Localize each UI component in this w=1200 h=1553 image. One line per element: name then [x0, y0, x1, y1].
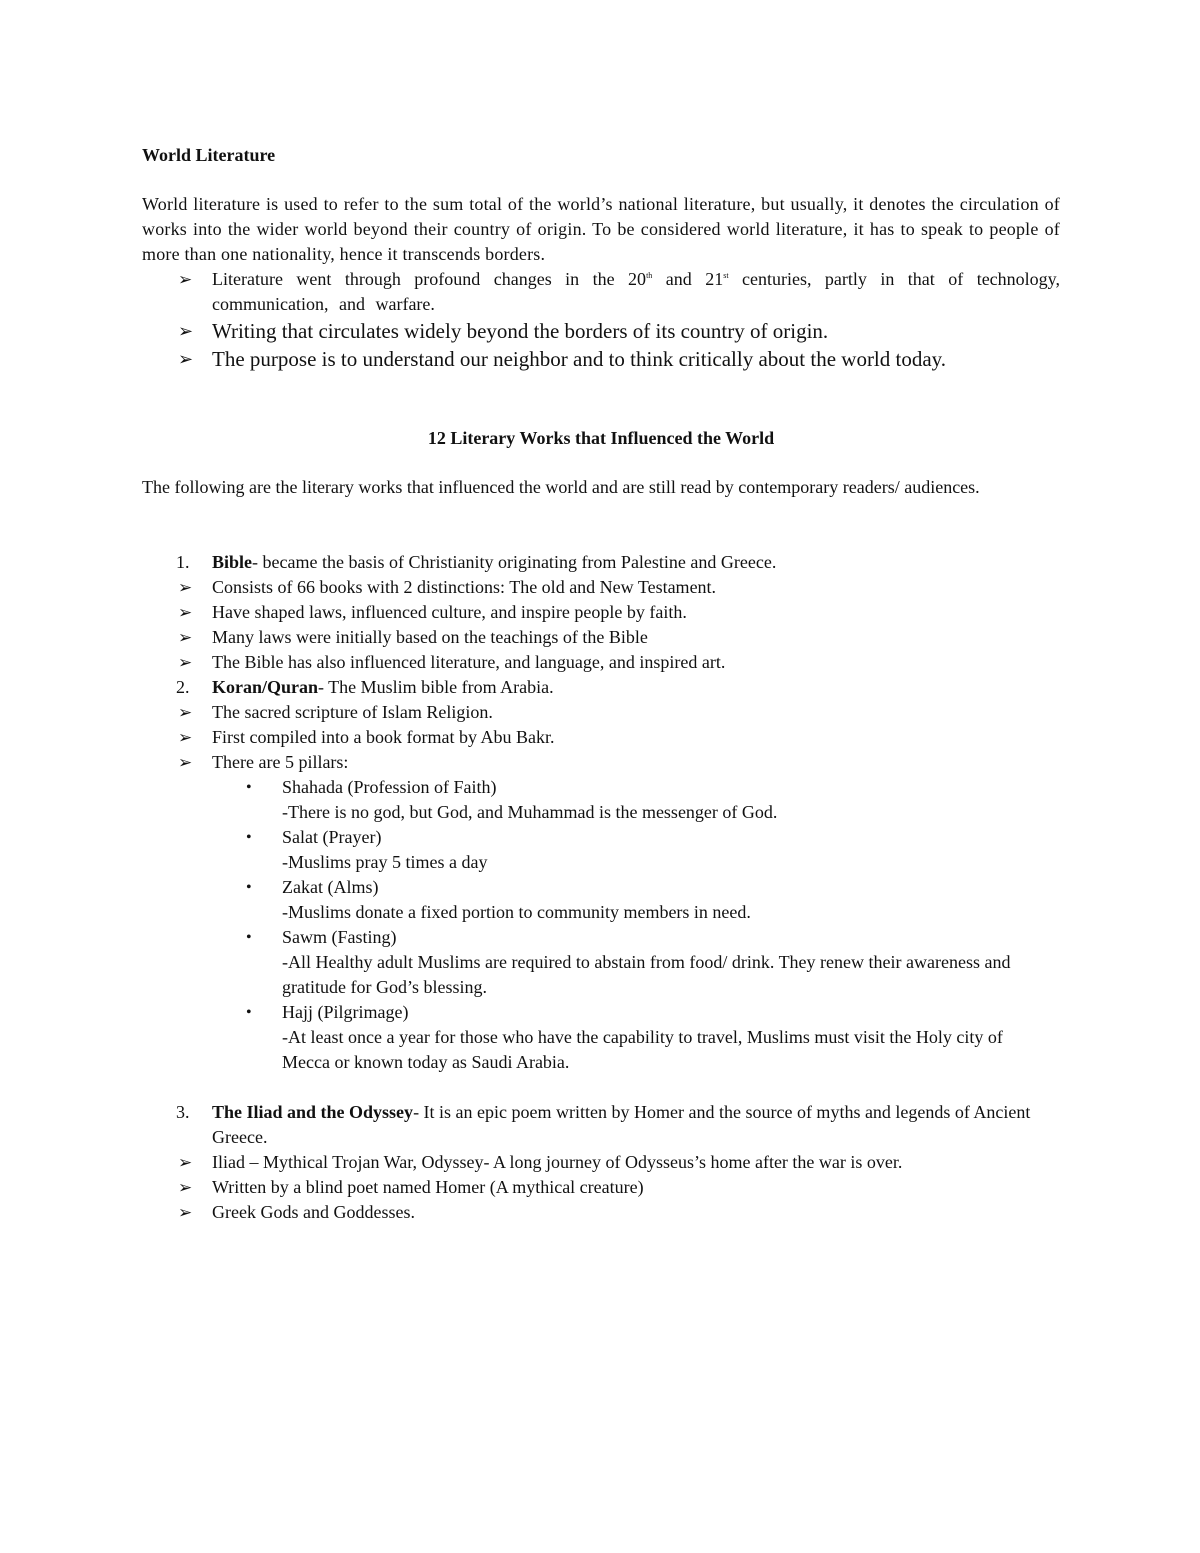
- arrow-bullet-icon: ➢: [178, 1178, 193, 1197]
- pillar-item: [142, 925, 1060, 1000]
- work-item-bible: [142, 550, 1060, 575]
- arrow-bullet-icon: ➢: [178, 728, 193, 747]
- arrow-bullet-icon: ➢: [178, 349, 194, 369]
- list-item: [142, 1150, 1060, 1175]
- arrow-bullet-icon: ➢: [178, 1153, 193, 1172]
- dot-bullet-icon: •: [246, 779, 252, 796]
- pillar-name: Salat (Prayer): [282, 827, 382, 847]
- arrow-bullet-icon: ➢: [178, 653, 193, 672]
- pillar-item: [142, 825, 1060, 875]
- pillar-name: Sawm (Fasting): [282, 927, 397, 947]
- point-text: The Bible has also influenced literature, and language, and inspired art.: [212, 652, 726, 672]
- pillar-description: -At least once a year for those who have the capability to travel, Muslims must visit the Holy city of Mecca or known today as Saudi Arabia.: [282, 1027, 1003, 1072]
- pillar-description: -Muslims pray 5 times a day: [282, 852, 488, 872]
- bullet-text-part: Literature went through profound changes in the 20: [212, 269, 647, 289]
- dot-bullet-icon: •: [246, 1004, 252, 1021]
- pillar-description: -There is no god, but God, and Muhammad is the messenger of God.: [282, 802, 778, 822]
- list-item: [142, 317, 1060, 345]
- point-text: Written by a blind poet named Homer (A mythical creature): [212, 1177, 644, 1197]
- bullet-text-part: and 21: [652, 269, 724, 289]
- works-list: [142, 550, 1060, 1225]
- list-item: [142, 750, 1060, 775]
- list-item: [142, 345, 1060, 373]
- pillar-description: -Muslims donate a fixed portion to community members in need.: [282, 902, 751, 922]
- point-text: There are 5 pillars:: [212, 752, 349, 772]
- pillar-item: [142, 775, 1060, 825]
- list-item: [142, 267, 1060, 317]
- pillar-item: [142, 875, 1060, 925]
- list-item: [142, 725, 1060, 750]
- arrow-bullet-icon: ➢: [178, 321, 194, 341]
- list-item: [142, 625, 1060, 650]
- point-text: Many laws were initially based on the teachings of the Bible: [212, 627, 648, 647]
- point-text: First compiled into a book format by Abu Bakr.: [212, 727, 555, 747]
- list-item: [142, 600, 1060, 625]
- point-text: Consists of 66 books with 2 distinctions: The old and New Testament.: [212, 577, 717, 597]
- document-title: World Literature: [142, 145, 276, 165]
- work-item-iliad-odyssey: [142, 1100, 1060, 1150]
- intro-paragraph: World literature is used to refer to the sum total of the world’s national literature, but usually, it denotes the circulation of works into the wider world beyond their country of origin. To be considered world literature, it has to speak to people of more than one nationality, hence it transcends borders.: [142, 194, 1060, 264]
- point-text: Iliad – Mythical Trojan War, Odyssey- A long journey of Odysseus’s home after the war is over.: [212, 1152, 903, 1172]
- ordinal-suffix: st: [723, 271, 729, 280]
- point-text: The sacred scripture of Islam Religion.: [212, 702, 493, 722]
- arrow-bullet-icon: ➢: [178, 603, 193, 622]
- list-item: [142, 1175, 1060, 1200]
- arrow-bullet-icon: ➢: [178, 628, 193, 647]
- arrow-bullet-icon: ➢: [178, 270, 193, 289]
- intro-bullet-list: [142, 267, 1060, 373]
- work-number: 1.: [176, 552, 190, 572]
- pillar-description: -All Healthy adult Muslims are required to abstain from food/ drink. They renew their awareness and gratitude for God’s blessing.: [282, 952, 1011, 997]
- bullet-text: Writing that circulates widely beyond the borders of its country of origin.: [212, 319, 829, 343]
- pillar-name: Zakat (Alms): [282, 877, 379, 897]
- point-text: Have shaped laws, influenced culture, and inspire people by faith.: [212, 602, 687, 622]
- spacer: [142, 1075, 1060, 1100]
- dot-bullet-icon: •: [246, 879, 252, 896]
- dot-bullet-icon: •: [246, 929, 252, 946]
- work-description: - became the basis of Christianity originating from Palestine and Greece.: [252, 552, 777, 572]
- work-number: 2.: [176, 677, 190, 697]
- point-text: Greek Gods and Goddesses.: [212, 1202, 415, 1222]
- work-item-koran: [142, 675, 1060, 700]
- lead-paragraph: The following are the literary works that influenced the world and are still read by contemporary readers/ audiences.: [142, 477, 980, 497]
- arrow-bullet-icon: ➢: [178, 753, 193, 772]
- arrow-bullet-icon: ➢: [178, 578, 193, 597]
- pillars-list: [142, 775, 1060, 1075]
- pillar-name: Shahada (Profession of Faith): [282, 777, 497, 797]
- ordinal-suffix: th: [646, 271, 653, 280]
- work-name: The Iliad and the Odyssey: [212, 1102, 414, 1122]
- bullet-text: [212, 269, 1060, 314]
- work-number: 3.: [176, 1102, 190, 1122]
- work-description: - It is an epic poem written by Homer and the source of myths and legends of Ancient Greece.: [212, 1102, 1031, 1147]
- pillar-item: [142, 1000, 1060, 1075]
- list-item: [142, 700, 1060, 725]
- section-heading: 12 Literary Works that Influenced the World: [427, 428, 775, 448]
- list-item: [142, 575, 1060, 600]
- arrow-bullet-icon: ➢: [178, 1203, 193, 1222]
- work-points-list: [142, 575, 1060, 675]
- work-points-list: [142, 1150, 1060, 1225]
- pillar-name: Hajj (Pilgrimage): [282, 1002, 409, 1022]
- dot-bullet-icon: •: [246, 829, 252, 846]
- document-page: [142, 140, 1060, 1225]
- bullet-text-part: centuries, partly in that of technology, communication, and warfare.: [212, 269, 1061, 314]
- list-item: [142, 1200, 1060, 1225]
- bullet-text: The purpose is to understand our neighbor and to think critically about the world today.: [212, 347, 947, 371]
- work-points-list: [142, 700, 1060, 775]
- list-item: [142, 650, 1060, 675]
- work-name: Bible: [212, 552, 253, 572]
- arrow-bullet-icon: ➢: [178, 703, 193, 722]
- work-name: Koran/Quran: [212, 677, 319, 697]
- work-description: - The Muslim bible from Arabia.: [318, 677, 554, 697]
